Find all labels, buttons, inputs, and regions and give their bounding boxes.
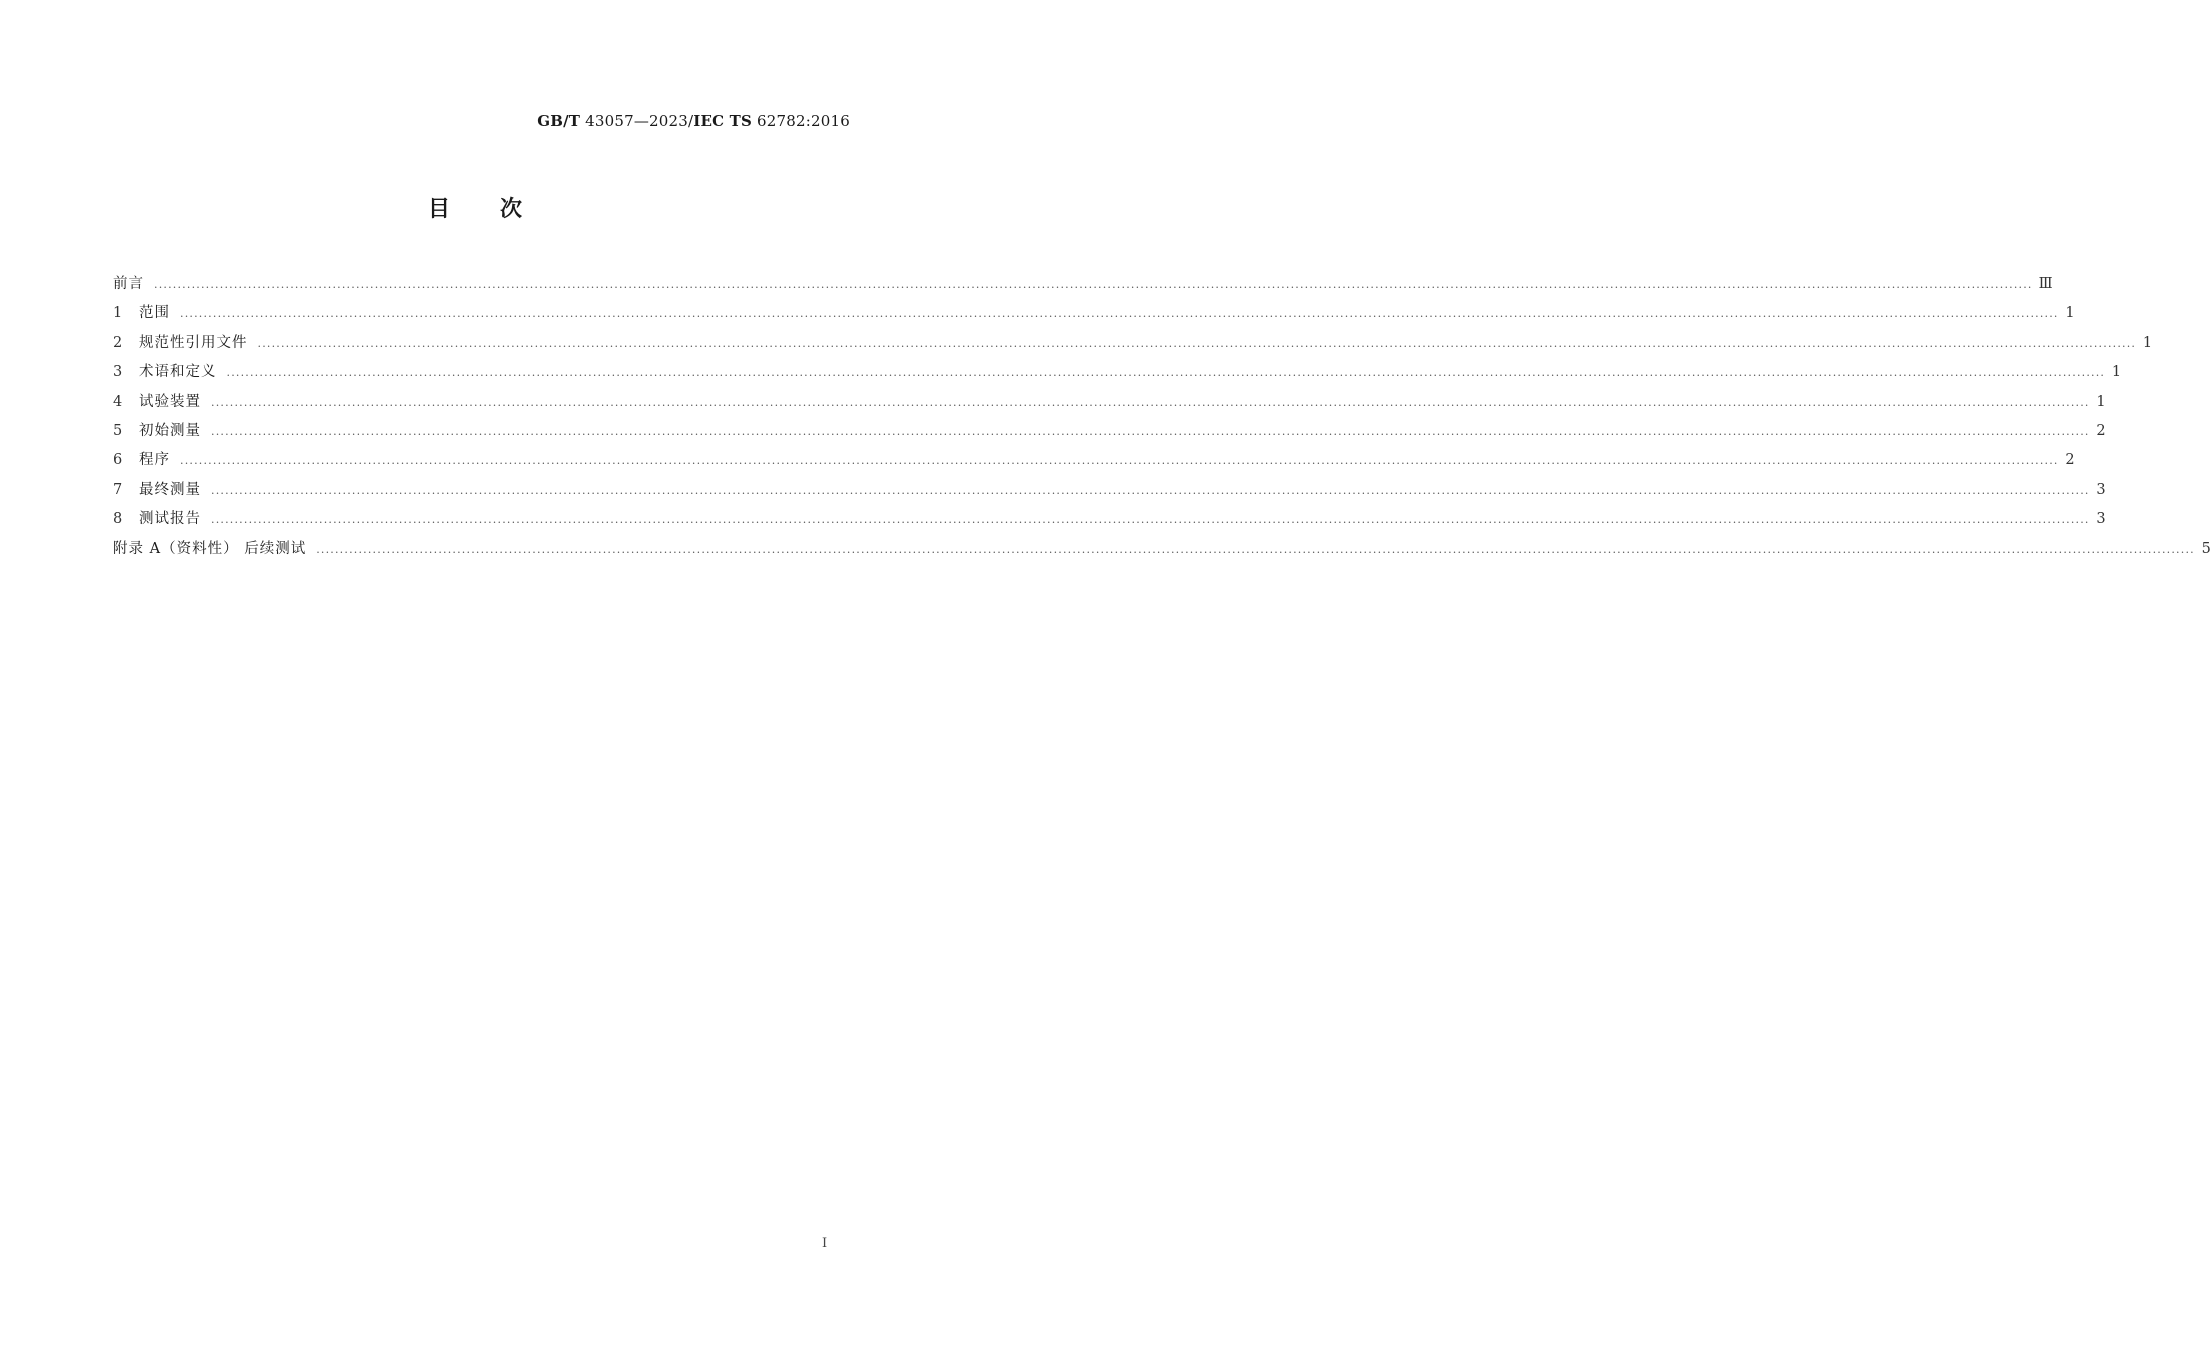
toc-entry-number: 5 bbox=[113, 422, 123, 439]
toc-leader-dots: ................................................................................................................................................................................................................................................................................................................................................................................................................ bbox=[180, 307, 2059, 321]
toc-entry-title: 程序 bbox=[139, 452, 170, 469]
page-title-char-1: 目 bbox=[427, 196, 450, 222]
toc-entry-number: 1 bbox=[113, 305, 123, 322]
toc-entry-8[interactable] bbox=[113, 505, 2106, 534]
toc-entry-title: 术语和定义 bbox=[139, 364, 217, 381]
toc-entry-title: 前言 bbox=[113, 276, 144, 292]
toc-leader-dots: ................................................................................................................................................................................................................................................................................................................................................................................................................ bbox=[211, 424, 2090, 438]
toc-entry-page: 1 bbox=[2142, 334, 2153, 351]
toc-entry-page: 3 bbox=[2096, 511, 2106, 528]
toc-entry-title: 初始测量 bbox=[139, 422, 201, 439]
toc-leader-dots: ................................................................................................................................................................................................................................................................................................................................................................................................................ bbox=[316, 542, 2195, 556]
page-title bbox=[0, 192, 950, 223]
toc-entry-annex-a[interactable] bbox=[113, 535, 2211, 564]
std-prefix: GB/T bbox=[537, 112, 581, 130]
toc-entry-number: 8 bbox=[113, 511, 123, 528]
toc-entry-page: 1 bbox=[2065, 305, 2075, 322]
toc-entry-3[interactable] bbox=[113, 358, 2122, 387]
toc-leader-dots: ................................................................................................................................................................................................................................................................................................................................................................................................................ bbox=[257, 336, 2137, 350]
toc-entry-number: 3 bbox=[113, 364, 123, 381]
toc-leader-dots: ................................................................................................................................................................................................................................................................................................................................................................................................................ bbox=[226, 366, 2106, 380]
page-number: I bbox=[822, 1236, 828, 1251]
toc-entry-6[interactable] bbox=[113, 446, 2075, 475]
toc-entry-2[interactable] bbox=[113, 329, 2153, 358]
toc-entry-page: 5 bbox=[2201, 540, 2211, 557]
toc-entry-5[interactable] bbox=[113, 417, 2106, 446]
toc-entry-number: 7 bbox=[113, 481, 123, 498]
toc-leader-dots: ................................................................................................................................................................................................................................................................................................................................................................................................................ bbox=[154, 278, 2033, 291]
toc-entry-number: 6 bbox=[113, 452, 123, 469]
table-of-contents bbox=[113, 270, 2211, 564]
toc-leader-dots: ................................................................................................................................................................................................................................................................................................................................................................................................................ bbox=[180, 454, 2059, 468]
toc-entry-title: 试验装置 bbox=[139, 393, 201, 410]
toc-entry-number: 4 bbox=[113, 393, 123, 410]
iec-number: 62782:2016 bbox=[757, 112, 850, 130]
toc-entry-page: 3 bbox=[2096, 481, 2106, 498]
toc-entry-1[interactable] bbox=[113, 299, 2075, 328]
toc-entry-title: 最终测量 bbox=[139, 481, 201, 498]
toc-leader-dots: ................................................................................................................................................................................................................................................................................................................................................................................................................ bbox=[211, 513, 2090, 527]
toc-entry-page: 2 bbox=[2065, 452, 2075, 469]
toc-leader-dots: ................................................................................................................................................................................................................................................................................................................................................................................................................ bbox=[211, 483, 2090, 497]
toc-entry-page: Ⅲ bbox=[2038, 276, 2053, 292]
toc-entry-page: 2 bbox=[2096, 422, 2106, 439]
toc-entry-title: 附录 A（资料性） 后续测试 bbox=[113, 540, 307, 557]
toc-entry-4[interactable] bbox=[113, 388, 2106, 417]
std-number: 43057—2023/ bbox=[585, 112, 694, 130]
toc-entry-title: 测试报告 bbox=[139, 511, 201, 528]
toc-leader-dots: ................................................................................................................................................................................................................................................................................................................................................................................................................ bbox=[211, 395, 2090, 409]
toc-entry-page: 1 bbox=[2111, 364, 2122, 381]
toc-entry-title: 范围 bbox=[139, 305, 170, 322]
toc-entry-number: 2 bbox=[113, 334, 123, 351]
toc-entry-page: 1 bbox=[2096, 393, 2106, 410]
toc-entry-7[interactable] bbox=[113, 476, 2106, 505]
toc-entry-title: 规范性引用文件 bbox=[139, 334, 248, 351]
page-title-char-2: 次 bbox=[500, 196, 523, 222]
toc-entry-foreword[interactable] bbox=[113, 270, 2053, 299]
iec-prefix: IEC TS bbox=[693, 112, 753, 130]
standard-code-header bbox=[537, 112, 850, 130]
